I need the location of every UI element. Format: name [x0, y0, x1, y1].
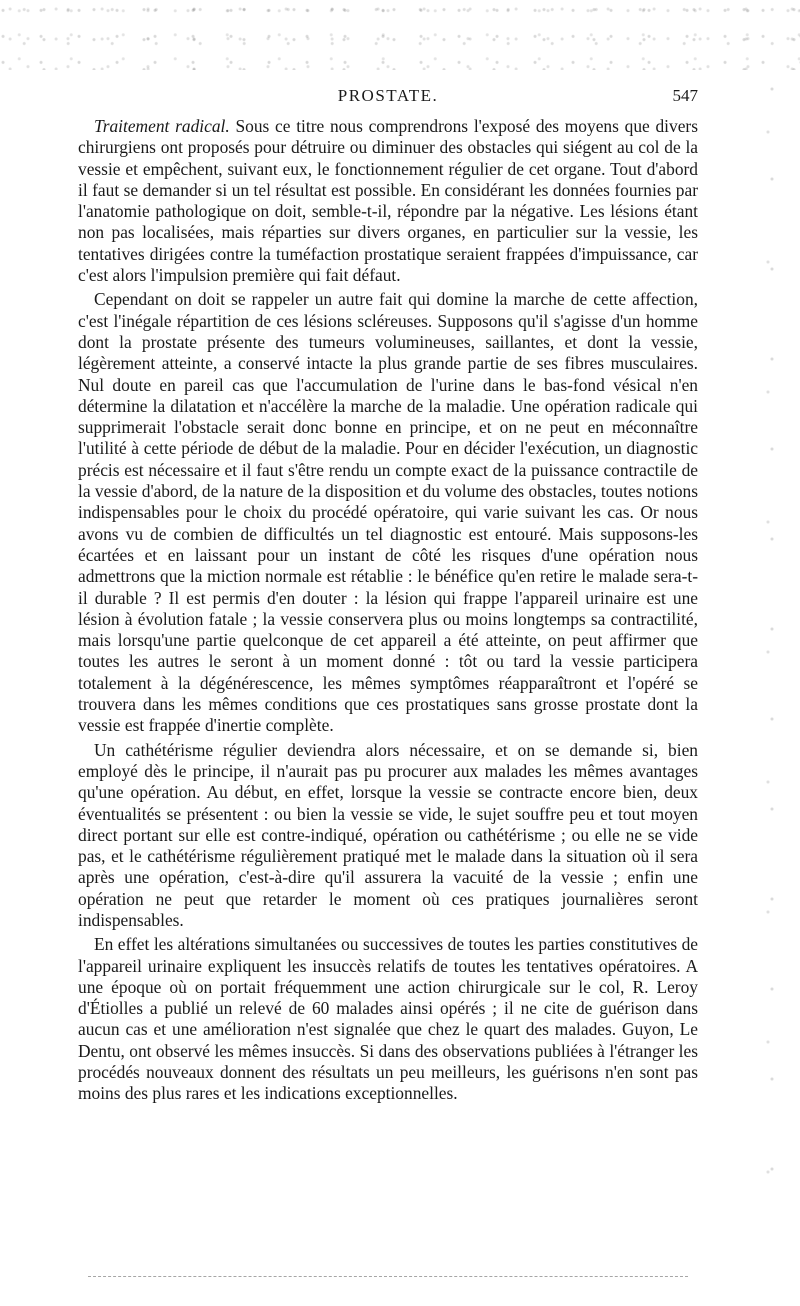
paragraph-1-text: Sous ce titre nous comprendrons l'exposé des moyens que divers chirurgiens ont proposés pour détruire ou diminuer des obstacles qui siégent au col de la vessie et empêchent, suivant eux, le fonctionnement régulier de cet organe. Tout d'abord il faut se demander si un tel résultat est possible. En considérant les données fournies par l'anatomie pathologique on doit, semble-t-il, répondre par la négative. Les lésions étant non pas localisées, mais réparties sur divers organes, en particulier sur la vessie, les tentatives dirigées contre la tuméfaction prostatique seraient frappées d'impuissance, car c'est alors l'impulsion première qui fait défaut.: [78, 116, 698, 286]
paragraph-4-text: En effet les altérations simultanées ou successives de toutes les parties constitutives de l'appareil urinaire expliquent les insuccès relatifs de toutes les tentatives opératoires. A une époque où on portait fréquemment une action chirurgicale sur le col, R. Leroy d'Étiolles a publié un relevé de 60 malades ainsi opérés ; il ne cite de guérison dans aucun cas et une amélioration n'est signalée que chez le quart des malades. Guyon, Le Dentu, ont observé les mêmes insuccès. Si dans des observations publiées à l'étranger les procédés nouveaux donnent des résultats un peu meilleurs, les guérisons n'en sont pas moins des plus rares et les indications exceptionnelles.: [78, 934, 698, 1104]
page-number: 547: [672, 86, 698, 105]
running-title: PROSTATE.: [337, 86, 439, 105]
section-run-in-heading: Traitement radical.: [94, 116, 230, 136]
paragraph-2: [78, 289, 698, 736]
paragraph-1: [78, 116, 698, 286]
paragraph-3: [78, 740, 698, 932]
bottom-rule: [88, 1276, 688, 1277]
running-head: [78, 86, 698, 110]
paragraph-2-text: Cependant on doit se rappeler un autre fait qui domine la marche de cette affection, c'est l'inégale répartition de ces lésions scléreuses. Supposons qu'il s'agisse d'un homme dont la prostate présente des tumeurs volumineuses, saillantes, et dont la vessie, légèrement atteinte, a conservé intacte la plus grande partie de ses fibres musculaires. Nul doute en pareil cas que l'accumulation de l'urine dans le bas-fond vésical n'en détermine la dilatation et n'accélère la marche de la maladie. Une opération radicale qui supprimerait l'obstacle serait donc bonne en principe, et on ne peut en méconnaître l'utilité à cette période de début de la maladie. Pour en décider l'exécution, un diagnostic précis est nécessaire et il faut s'être rendu un compte exact de la puissance contractile de la vessie d'abord, de la nature de la disposition et du volume des obstacles, toutes notions indispensables pour le choix du procédé opératoire, qui varie suivant les cas. Or nous avons vu de combien de difficultés un tel diagnostic est entouré. Mais supposons-les écartées et en laissant pour un instant de côté les risques d'une opération nous admettrons que la miction normale est rétablie : le bénéfice qu'en retire le malade sera-t-il durable ? Il est permis d'en douter : la lésion qui frappe l'appareil urinaire est une lésion à évolution fatale ; la vessie conservera plus ou moins longtemps sa contractilité, mais lorsqu'une partie quelconque de cet appareil a été atteinte, on peut affirmer que toutes les autres le seront à un moment donné : tôt ou tard la vessie participera totalement à la dégénérescence, les mêmes symptômes réapparaîtront et l'opéré se trouvera dans les mêmes conditions que ces prostatiques sans grosse prostate dont la vessie est frappée d'inertie complète.: [78, 289, 698, 736]
paragraph-3-text: Un cathétérisme régulier deviendra alors nécessaire, et on se demande si, bien employé dès le principe, il n'aurait pas pu procurer aux malades les mêmes avantages qu'une opération. Au début, en effet, lorsque la vessie se contracte encore bien, deux éventualités se présentent : ou bien la vessie se vide, le sujet souffre peu et tout moyen direct portant sur elle est contre-indiqué, opération ou cathétérisme ; ou elle ne se vide pas, et le cathétérisme régulièrement pratiqué met le malade dans la situation où il sera après une opération, c'est-à-dire qu'il assurera la vacuité de la vessie ; enfin une opération ne peut que retarder le moment où ces pratiques journalières seront indispensables.: [78, 739, 698, 930]
paragraph-4: [78, 934, 698, 1104]
scan-noise-top: [0, 0, 800, 70]
body-text: [78, 116, 698, 1108]
scan-noise-margin: [762, 80, 782, 1230]
